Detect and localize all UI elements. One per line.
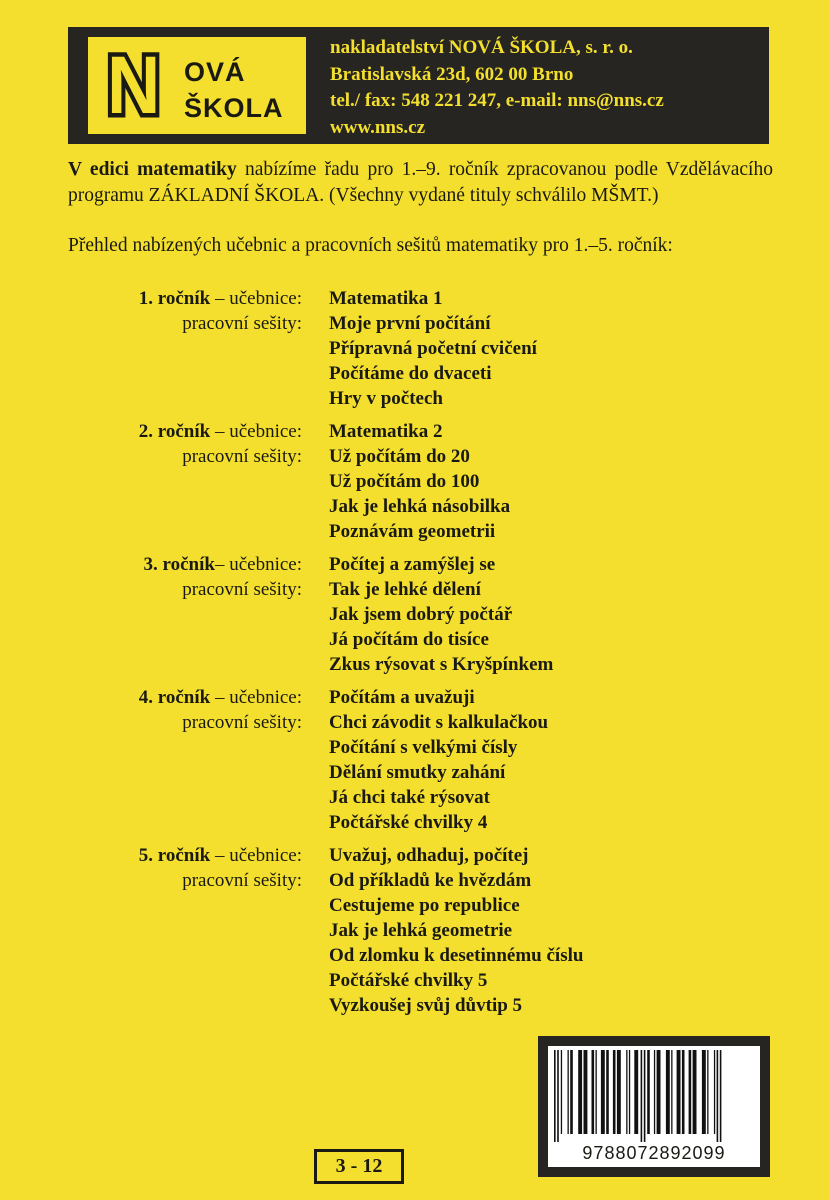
grade-name: 1. ročník [138, 288, 211, 309]
workbook-title: Já počítám do tisíce [329, 629, 489, 650]
barcode-bars [548, 1046, 760, 1146]
barcode-bar [657, 1050, 661, 1134]
barcode-bar [629, 1050, 630, 1134]
textbook-label [139, 286, 302, 311]
barcode-bar [606, 1050, 609, 1134]
barcode-bar [714, 1050, 715, 1134]
textbook-label [144, 552, 302, 577]
barcode-bar [717, 1050, 719, 1142]
workbook-title: Od zlomku k desetinnému číslu [329, 945, 584, 966]
grade-block [0, 552, 829, 677]
grade-list [0, 286, 829, 1026]
workbook-title: Zkus rýsovat s Kryšpínkem [329, 654, 554, 675]
barcode-bar [666, 1050, 670, 1134]
workbook-title: Já chci také rýsovat [329, 787, 490, 808]
barcode-bar [601, 1050, 605, 1134]
logo-word-ova: OVÁ [184, 57, 246, 87]
textbook-title: Počítej a zamýšlej se [329, 554, 496, 575]
barcode-bar [592, 1050, 595, 1134]
title-list [329, 552, 829, 677]
barcode-bar [568, 1050, 569, 1134]
barcode-bar [677, 1050, 681, 1134]
grade-name: 4. ročník [138, 687, 211, 708]
title-list [329, 843, 829, 1018]
barcode-bar [596, 1050, 597, 1134]
barcode-bar [578, 1050, 582, 1134]
workbook-title: Už počítám do 100 [329, 471, 480, 492]
textbook-label-text: – učebnice: [210, 687, 302, 708]
barcode-bar [644, 1050, 646, 1142]
barcode-bar [682, 1050, 685, 1134]
publisher-logo [88, 37, 306, 134]
workbook-title: Už počítám do 20 [329, 446, 470, 467]
workbook-label: pracovní sešity: [182, 870, 302, 891]
textbook-title: Počítám a uvažuji [329, 687, 475, 708]
workbook-title: Počtářské chvilky 4 [329, 812, 488, 833]
publisher-phone-email: tel./ fax: 548 221 247, e-mail: nns@nns.cz [330, 90, 664, 111]
textbook-label [139, 419, 302, 444]
workbook-title: Tak je lehké dělení [329, 579, 481, 600]
workbook-label: pracovní sešity: [182, 712, 302, 733]
workbook-title: Od příkladů ke hvězdám [329, 870, 532, 891]
workbook-title: Cestujeme po republice [329, 895, 520, 916]
workbook-title: Počtářské chvilky 5 [329, 970, 488, 991]
publisher-address: Bratislavská 23d, 602 00 Brno [330, 63, 574, 85]
textbook-label [139, 685, 302, 710]
textbook-label-text: – učebnice: [210, 845, 302, 866]
publisher-header [68, 27, 769, 144]
workbook-title: Moje první počítání [329, 313, 491, 334]
barcode-bar [671, 1050, 672, 1134]
textbook-title: Matematika 1 [329, 288, 443, 309]
workbook-title: Hry v počtech [329, 388, 443, 409]
barcode-bar [554, 1050, 556, 1142]
barcode-bar [720, 1050, 722, 1142]
grade-block [0, 419, 829, 544]
intro-text: nabízíme řadu pro 1.–9. ročník zpracovanou podle Vzdělávacího programu ZÁKLADNÍ ŠKOLA. (Všechny vydané tituly schválilo MŠMT.) [68, 159, 773, 206]
workbook-label: pracovní sešity: [182, 446, 302, 467]
textbook-label-text: – učebnice: [210, 288, 302, 309]
barcode-bar [557, 1050, 559, 1142]
workbook-title: Jak je lehká násobilka [329, 496, 511, 517]
grade-block [0, 685, 829, 835]
grade-name: 3. ročník [143, 554, 215, 575]
barcode-bar [570, 1050, 573, 1134]
workbook-title: Chci závodit s kalkulačkou [329, 712, 549, 733]
barcode-bar [626, 1050, 627, 1134]
barcode-bar [641, 1050, 643, 1142]
title-list [329, 685, 829, 835]
barcode-bar [693, 1050, 697, 1134]
textbook-label-text: – učebnice: [214, 554, 302, 575]
workbook-label: pracovní sešity: [182, 579, 302, 600]
textbook-title: Matematika 2 [329, 421, 443, 442]
logo-letter-outline: N [107, 40, 161, 131]
textbook-label-text: – učebnice: [210, 421, 302, 442]
publisher-contact [330, 35, 760, 141]
barcode-bar [617, 1050, 621, 1134]
workbook-title: Počítání s velkými čísly [329, 737, 518, 758]
intro-bold: V edici matematiky [68, 159, 237, 180]
barcode-bar [702, 1050, 706, 1134]
barcode-bar [561, 1050, 562, 1134]
grade-block [0, 286, 829, 411]
logo-word-skola: ŠKOLA [184, 93, 284, 123]
publisher-website[interactable]: www.nns.cz [330, 116, 426, 138]
barcode-bar [689, 1050, 692, 1134]
intro-paragraph [68, 157, 773, 209]
barcode-bar [707, 1050, 708, 1134]
barcode [548, 1046, 760, 1167]
title-list [329, 419, 829, 544]
grade-name: 2. ročník [138, 421, 211, 442]
textbook-label [139, 843, 302, 868]
workbook-title: Počítáme do dvaceti [329, 363, 492, 384]
workbook-label: pracovní sešity: [182, 313, 302, 334]
barcode-bar [634, 1050, 638, 1134]
barcode-bar [647, 1050, 650, 1134]
barcode-bar [654, 1050, 655, 1134]
barcode-bar [613, 1050, 616, 1134]
workbook-title: Dělání smutky zahání [329, 762, 506, 783]
workbook-title: Vyzkoušej svůj důvtip 5 [329, 995, 523, 1016]
barcode-panel [538, 1036, 770, 1177]
textbook-title: Uvažuj, odhaduj, počítej [329, 845, 529, 866]
grade-block [0, 843, 829, 1018]
workbook-title: Přípravná početní cvičení [329, 338, 537, 359]
barcode-bar [584, 1050, 588, 1134]
workbook-title: Jak jsem dobrý počtář [329, 604, 513, 625]
catalog-code: 3 - 12 [314, 1149, 404, 1184]
grade-name: 5. ročník [138, 845, 211, 866]
overview-heading: Přehled nabízených učebnic a pracovních sešitů matematiky pro 1.–5. ročník: [68, 235, 673, 256]
workbook-title: Poznávám geometrii [329, 521, 496, 542]
isbn-number: 9788072892099 [582, 1143, 726, 1163]
publisher-name: nakladatelství NOVÁ ŠKOLA, s. r. o. [330, 37, 633, 58]
title-list [329, 286, 829, 411]
workbook-title: Jak je lehká geometrie [329, 920, 513, 941]
